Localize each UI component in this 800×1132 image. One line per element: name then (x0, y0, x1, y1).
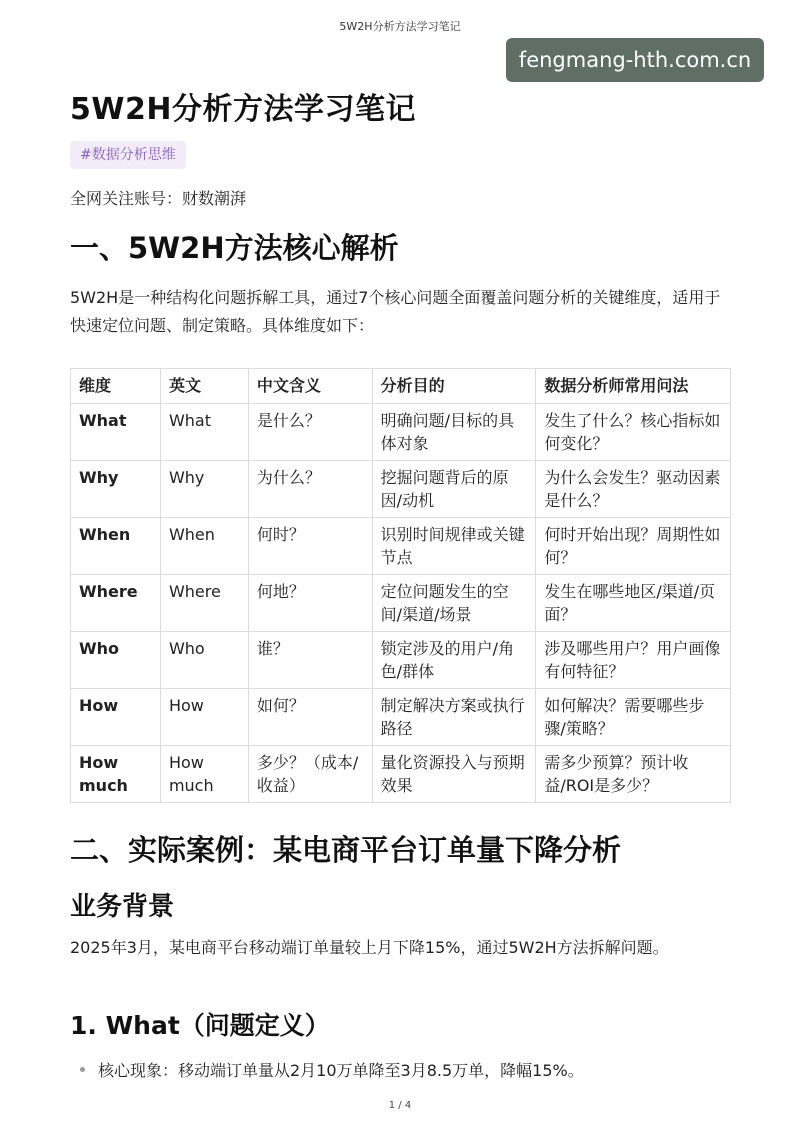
dimensions-table (70, 368, 731, 803)
table-row (71, 518, 731, 575)
table-cell: When (71, 518, 161, 575)
table-cell: 谁？ (248, 632, 372, 689)
table-row (71, 632, 731, 689)
table-cell: 何时？ (248, 518, 372, 575)
section-1-intro: 5W2H是一种结构化问题拆解工具，通过7个核心问题全面覆盖问题分析的关键维度，适用于快速定位问题、制定策略。具体维度如下： (70, 288, 721, 335)
table-cell: 何地？ (248, 575, 372, 632)
table-cell: Who (71, 632, 161, 689)
table-cell: Why (71, 461, 161, 518)
section-2-heading: 二、实际案例：某电商平台订单量下降分析 (70, 833, 622, 867)
table-cell: How (160, 689, 248, 746)
table-cell: 多少？（成本/收益） (248, 746, 372, 803)
table-cell: 发生了什么？核心指标如何变化？ (536, 404, 731, 461)
page-number: 1 / 4 (388, 1100, 412, 1111)
table-cell: How much (71, 746, 161, 803)
table-cell: 挖掘问题背后的原因/动机 (372, 461, 536, 518)
table-cell: Who (160, 632, 248, 689)
business-background-text: 2025年3月，某电商平台移动端订单量较上月下降15%，通过5W2H方法拆解问题。 (70, 938, 669, 957)
table-cell: What (160, 404, 248, 461)
document-title: 5W2H分析方法学习笔记 (70, 92, 416, 127)
table-row (71, 575, 731, 632)
topic-tag[interactable]: #数据分析思维 (70, 141, 186, 169)
table-cell: 如何解决？需要哪些步骤/策略？ (536, 689, 731, 746)
table-header-cell: 数据分析师常用问法 (536, 369, 731, 404)
table-cell: Where (160, 575, 248, 632)
table-row (71, 461, 731, 518)
table-cell: How much (160, 746, 248, 803)
table-cell: 定位问题发生的空间/渠道/场景 (372, 575, 536, 632)
watermark-badge: fengmang-hth.com.cn (506, 38, 764, 82)
table-cell: 锁定涉及的用户/角色/群体 (372, 632, 536, 689)
table-cell: 是什么？ (248, 404, 372, 461)
account-line: 全网关注账号：财数潮湃 (70, 189, 247, 208)
page-header-title: 5W2H分析方法学习笔记 (339, 20, 461, 33)
table-row (71, 746, 731, 803)
table-cell: 为什么会发生？驱动因素是什么？ (536, 461, 731, 518)
list-item-text: 核心现象：移动端订单量从2月10万单降至3月8.5万单，降幅15%。 (98, 1061, 584, 1080)
table-cell: 明确问题/目标的具体对象 (372, 404, 536, 461)
table-cell: 制定解决方案或执行路径 (372, 689, 536, 746)
table-header-cell: 中文含义 (248, 369, 372, 404)
table-cell: Where (71, 575, 161, 632)
table-row (71, 689, 731, 746)
table-cell: What (71, 404, 161, 461)
table-cell: 涉及哪些用户？用户画像有何特征？ (536, 632, 731, 689)
table-cell: 发生在哪些地区/渠道/页面？ (536, 575, 731, 632)
table-row (71, 404, 731, 461)
business-background-heading: 业务背景 (70, 892, 175, 922)
table-cell: How (71, 689, 161, 746)
bullet-icon (80, 1067, 85, 1072)
table-header-cell: 英文 (160, 369, 248, 404)
table-header-row (71, 369, 731, 404)
table-cell: 识别时间规律或关键节点 (372, 518, 536, 575)
table-header-cell: 维度 (71, 369, 161, 404)
table-cell: When (160, 518, 248, 575)
table-header-cell: 分析目的 (372, 369, 536, 404)
table-cell: 何时开始出现？周期性如何？ (536, 518, 731, 575)
section-1-heading: 一、5W2H方法核心解析 (70, 231, 399, 265)
table-cell: 量化资源投入与预期效果 (372, 746, 536, 803)
table-cell: Why (160, 461, 248, 518)
list-item (80, 1058, 584, 1081)
table-cell: 为什么？ (248, 461, 372, 518)
table-cell: 如何？ (248, 689, 372, 746)
table-cell: 需多少预算？预计收益/ROI是多少？ (536, 746, 731, 803)
what-heading: 1. What（问题定义） (70, 1011, 330, 1040)
